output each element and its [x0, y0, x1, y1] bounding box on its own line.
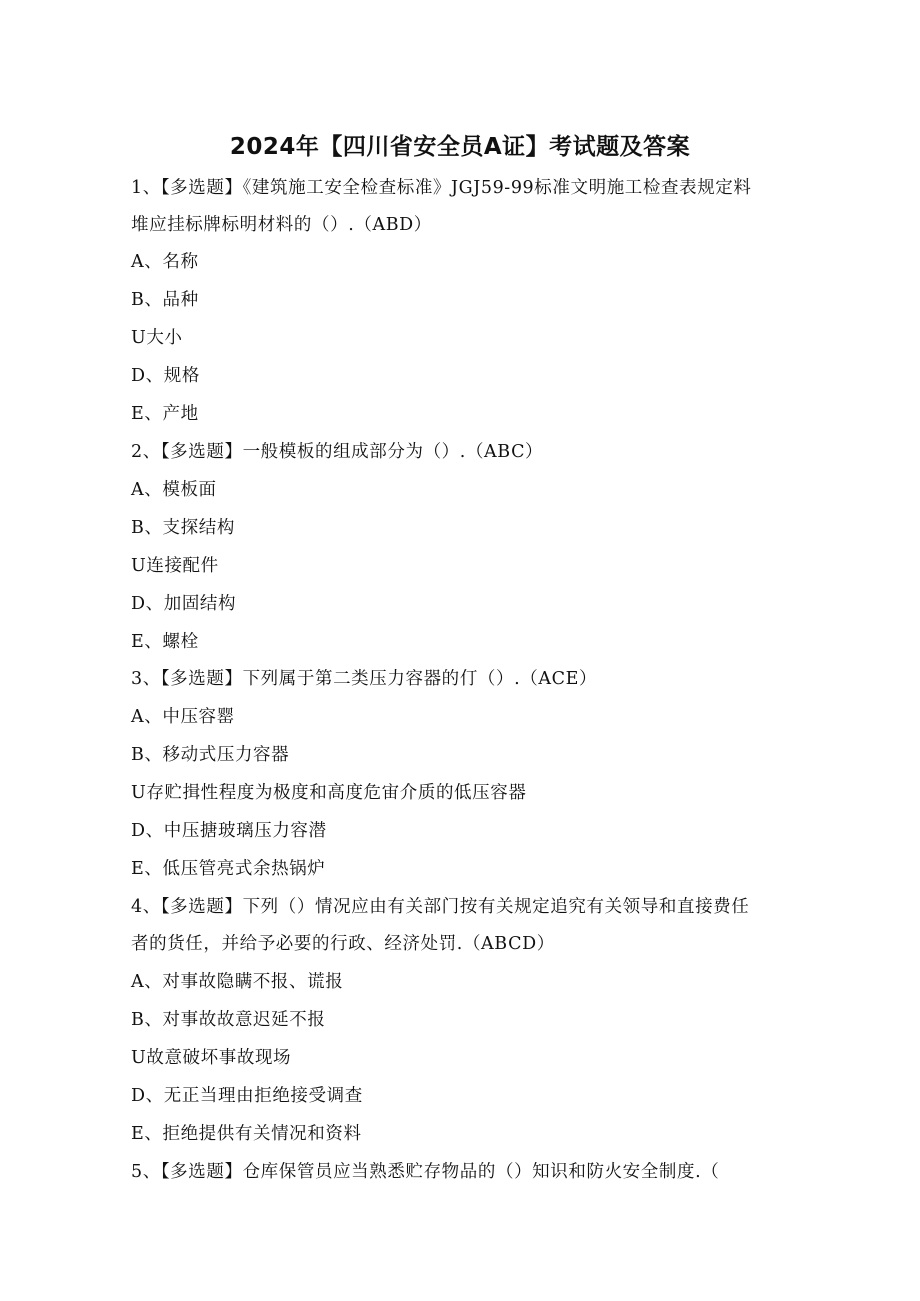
question-1-line-1: 1、【多选题】《建筑施工安全检查标准》JGJ59-99标准文明施工检查表规定料	[131, 178, 752, 198]
option-c: U连接配件	[131, 556, 219, 576]
option-e: E、产地	[131, 404, 199, 424]
question-4-line-1: 4、【多选题】下列（）情况应由有关部门按有关规定追究有关领导和直接费任	[131, 897, 750, 917]
option-e: E、低压管亮式余热锅炉	[131, 859, 326, 879]
option-a: A、中压容罂	[131, 707, 235, 727]
option-d: D、中压搪玻璃压力容潜	[131, 821, 327, 841]
option-d: D、加固结构	[131, 594, 237, 614]
option-b: B、对事故故意迟延不报	[131, 1010, 326, 1030]
option-e: E、螺栓	[131, 632, 199, 652]
option-b: B、品种	[131, 290, 199, 310]
option-c: U存贮揖性程度为极度和高度危宙介质的低压容器	[131, 783, 527, 803]
question-2-line-1: 2、【多选题】一般模板的组成部分为（）.（ABC）	[131, 442, 544, 462]
page-title: 2024年【四川省安全员A证】考试题及答案	[229, 134, 691, 160]
question-1-line-2: 堆应挂标牌标明材料的（）.（ABD）	[131, 215, 432, 235]
option-d: D、规格	[131, 366, 200, 386]
question-5-line-1: 5、【多选题】仓库保管员应当熟悉贮存物品的（）知识和防火安全制度.（	[131, 1162, 720, 1182]
option-a: A、名称	[131, 252, 199, 272]
option-c: U大小	[131, 328, 183, 348]
option-e: E、拒绝提供有关情况和资料	[131, 1124, 362, 1144]
option-a: A、对事故隐瞒不报、谎报	[131, 972, 344, 992]
option-b: B、支探结构	[131, 518, 235, 538]
question-3-line-1: 3、【多选题】下列属于第二类压力容器的仃（）.（ACE）	[131, 669, 598, 689]
option-b: B、移动式压力容器	[131, 745, 290, 765]
option-d: D、无正当理由拒绝接受调查	[131, 1086, 363, 1106]
option-c: U故意破坏事故现场	[131, 1048, 292, 1068]
option-a: A、模板面	[131, 480, 217, 500]
question-4-line-2: 者的货任，并给予必要的行政、经济处罚.（ABCD）	[131, 934, 555, 954]
